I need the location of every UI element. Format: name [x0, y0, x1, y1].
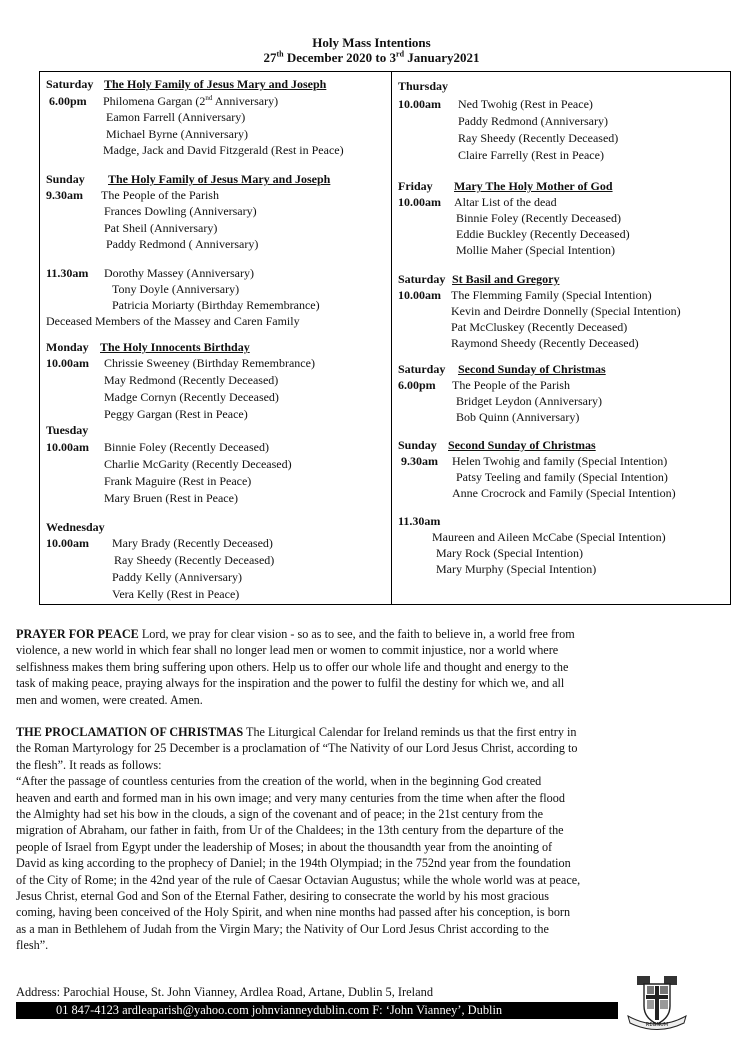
intention: Paddy Kelly (Anniversary): [112, 570, 242, 584]
intention: Dorothy Massey (Anniversary): [104, 266, 254, 280]
proclamation-of-christmas: [16, 724, 732, 954]
paragraph-line: the flesh”. It reads as follows:: [16, 757, 162, 772]
paragraph-line: heaven and earth and formed man in his own image; and very many centuries from the time when after the flood: [16, 790, 565, 805]
paragraph-line: the Roman Martyrology for 25 December is a proclamation of “The Nativity of our Lord Jesus Christ, according to: [16, 741, 578, 756]
paragraph-line: men and women, were created. Amen.: [16, 692, 203, 707]
paragraph-line: [16, 626, 732, 642]
page-title: Holy Mass Intentions: [312, 35, 431, 50]
intention: The Flemming Family (Special Intention): [451, 288, 652, 302]
day-label: Sunday: [46, 172, 85, 186]
paragraph-line: as a man in Bethlehem of Judah from the Virgin Mary; the Nativity of Our Lord Jesus Christ according to the: [16, 921, 549, 936]
intention: Binnie Foley (Recently Deceased): [456, 211, 621, 225]
paragraph-line: people of Israel from Egypt under the leadership of Moses; in about the thousandth year from the anointing of: [16, 839, 553, 854]
intention: Frances Dowling (Anniversary): [104, 204, 257, 218]
day-label: Sunday: [398, 438, 437, 452]
mass-time: 11.30am: [398, 514, 441, 528]
mass-time: 10.00am: [398, 97, 441, 111]
intention: Mary Bruen (Rest in Peace): [104, 491, 238, 505]
intention: Charlie McGarity (Recently Deceased): [104, 457, 292, 471]
date-range-middle: December 2020 to 3: [283, 50, 397, 65]
intention: Ray Sheedy (Recently Deceased): [114, 553, 275, 567]
date-range-end: January2021: [404, 50, 480, 65]
day-label: Wednesday: [46, 520, 105, 534]
feast-label: The Holy Family of Jesus Mary and Joseph: [104, 77, 327, 91]
paragraph-line: flesh”.: [16, 938, 49, 953]
paragraph-line: migration of Abraham, our father in faith, from Ur of the Chaldees; in the 13th century from the departure of the: [16, 823, 564, 838]
mass-time: 10.00am: [398, 195, 441, 209]
crest-motto: REGNUM: [645, 1022, 669, 1028]
contact-bar: 01 847-4123 ardleaparish@yahoo.com johnvianneydublin.com F: ‘John Vianney’, Dublin: [16, 1002, 618, 1019]
feast-label: The Holy Family of Jesus Mary and Joseph: [108, 172, 331, 186]
paragraph-line: “After the passage of countless centuries from the creation of the world, when in the beginning God created: [16, 774, 542, 789]
intention: Mary Rock (Special Intention): [436, 546, 583, 560]
date-range-suffix-2: rd: [396, 49, 405, 59]
paragraph-line: the Almighty had set his bow in the clouds, a sign of the covenant and of peace; in the 21st century from the: [16, 807, 543, 822]
intention: Pat Sheil (Anniversary): [104, 221, 218, 235]
intention: Kevin and Deirdre Donnelly (Special Intention): [451, 304, 681, 318]
paragraph-line: task of making peace, praying always for the inspiration and the power to fulfil the destiny for which we, and all: [16, 676, 565, 691]
intention: Altar List of the dead: [454, 195, 557, 209]
intention-suffix: nd: [205, 94, 213, 102]
mass-time: 11.30am: [46, 266, 89, 280]
date-range-day: 27: [263, 50, 277, 65]
intention: Bob Quinn (Anniversary): [456, 410, 580, 424]
mass-time: 6.00pm: [49, 94, 87, 108]
day-label: Friday: [398, 179, 433, 193]
intention: Deceased Members of the Massey and Caren Family: [46, 314, 300, 328]
intention: Madge Cornyn (Recently Deceased): [104, 390, 279, 404]
feast-label: The Holy Innocents Birthday: [100, 340, 250, 354]
paragraph-line: of the City of Rome; in the 42nd year of the rule of Caesar Octavian Augustus; while the whole world was at peace,: [16, 872, 581, 887]
prayer-heading: PRAYER FOR PEACE: [16, 627, 139, 641]
intention: Helen Twohig and family (Special Intention): [452, 454, 668, 468]
intention: Claire Farrelly (Rest in Peace): [458, 148, 604, 162]
mass-time: 10.00am: [398, 288, 441, 302]
intention: Patsy Teeling and family (Special Intention): [456, 470, 668, 484]
intention-text: Anniversary): [212, 94, 279, 108]
date-range-suffix-1: th: [276, 49, 284, 59]
day-label: Saturday: [398, 362, 446, 376]
paragraph-line: coming, having been conceived of the Holy Spirit, and when nine months had passed after his conception, is born: [16, 905, 571, 920]
prayer-for-peace: [16, 626, 732, 708]
day-label: Saturday: [46, 77, 94, 91]
intention: Michael Byrne (Anniversary): [106, 127, 248, 141]
paragraph-line: violence, a new world in which fear shall no longer lead men or women to commit injustice, nor a world where: [16, 643, 559, 658]
intention: Paddy Redmond (Anniversary): [458, 114, 608, 128]
intention: Raymond Sheedy (Recently Deceased): [451, 336, 639, 350]
day-label: Monday: [46, 340, 89, 354]
mass-time: 6.00pm: [398, 378, 436, 392]
intention: Frank Maguire (Rest in Peace): [104, 474, 252, 488]
intention: Pat McCluskey (Recently Deceased): [451, 320, 628, 334]
intention: Ray Sheedy (Recently Deceased): [458, 131, 619, 145]
intention: Bridget Leydon (Anniversary): [456, 394, 602, 408]
intention: Madge, Jack and David Fitzgerald (Rest in Peace): [103, 143, 344, 157]
intention: Ned Twohig (Rest in Peace): [458, 97, 593, 111]
intention: Anne Crocrock and Family (Special Intention): [452, 486, 676, 500]
intention: Eamon Farrell (Anniversary): [106, 110, 246, 124]
intention: Chrissie Sweeney (Birthday Remembrance): [104, 356, 315, 370]
intention: [103, 93, 278, 109]
paragraph-line: selfishness makes them bring suffering upon others. Help us to offer our whole life and thought and energy to the: [16, 659, 569, 674]
parish-crest-icon: [624, 976, 690, 1030]
day-label: Saturday: [398, 272, 446, 286]
proclamation-heading: THE PROCLAMATION OF CHRISTMAS: [16, 725, 244, 739]
intention: Paddy Redmond ( Anniversary): [106, 237, 259, 251]
mass-time: 9.30am: [46, 188, 83, 202]
mass-time: 10.00am: [46, 356, 89, 370]
paragraph-line: Jesus Christ, eternal God and Son of the Eternal Father, desiring to consecrate the world by his most gracious: [16, 889, 549, 904]
paragraph-line: David as king according to the prophecy of Daniel; in the 194th Olympiad; in the 752nd year from the foundation: [16, 856, 571, 871]
intention: Mary Murphy (Special Intention): [436, 562, 597, 576]
intention-text: Philomena Gargan (2: [103, 94, 206, 108]
column-divider: [391, 72, 392, 604]
intention: Eddie Buckley (Recently Deceased): [456, 227, 630, 241]
intention: Peggy Gargan (Rest in Peace): [104, 407, 248, 421]
mass-time: 10.00am: [46, 536, 89, 550]
day-label: Tuesday: [46, 423, 89, 437]
intention: The People of the Parish: [101, 188, 219, 202]
mass-intentions-table: [39, 71, 731, 605]
feast-label: St Basil and Gregory: [452, 272, 560, 286]
feast-label: Mary The Holy Mother of God: [454, 179, 613, 193]
feast-label: Second Sunday of Christmas: [458, 362, 606, 376]
paragraph-text: Lord, we pray for clear vision - so as to see, and the faith to believe in, a world free from: [138, 627, 575, 641]
day-label: Thursday: [398, 79, 449, 93]
date-range: [0, 50, 743, 65]
intention: The People of the Parish: [452, 378, 570, 392]
mass-time: 9.30am: [401, 454, 438, 468]
paragraph-text: The Liturgical Calendar for Ireland reminds us that the first entry in: [243, 725, 577, 739]
intention: May Redmond (Recently Deceased): [104, 373, 279, 387]
intention: Maureen and Aileen McCabe (Special Intention): [432, 530, 666, 544]
feast-label: Second Sunday of Christmas: [448, 438, 596, 452]
parish-address: Address: Parochial House, St. John Vianney, Ardlea Road, Artane, Dublin 5, Ireland: [16, 985, 434, 999]
intention: Tony Doyle (Anniversary): [112, 282, 240, 296]
intention: Binnie Foley (Recently Deceased): [104, 440, 269, 454]
intention: Patricia Moriarty (Birthday Remembrance): [112, 298, 320, 312]
paragraph-line: [16, 724, 732, 740]
intention: Mollie Maher (Special Intention): [456, 243, 615, 257]
intention: Mary Brady (Recently Deceased): [112, 536, 273, 550]
intention: Vera Kelly (Rest in Peace): [112, 587, 240, 601]
mass-time: 10.00am: [46, 440, 89, 454]
